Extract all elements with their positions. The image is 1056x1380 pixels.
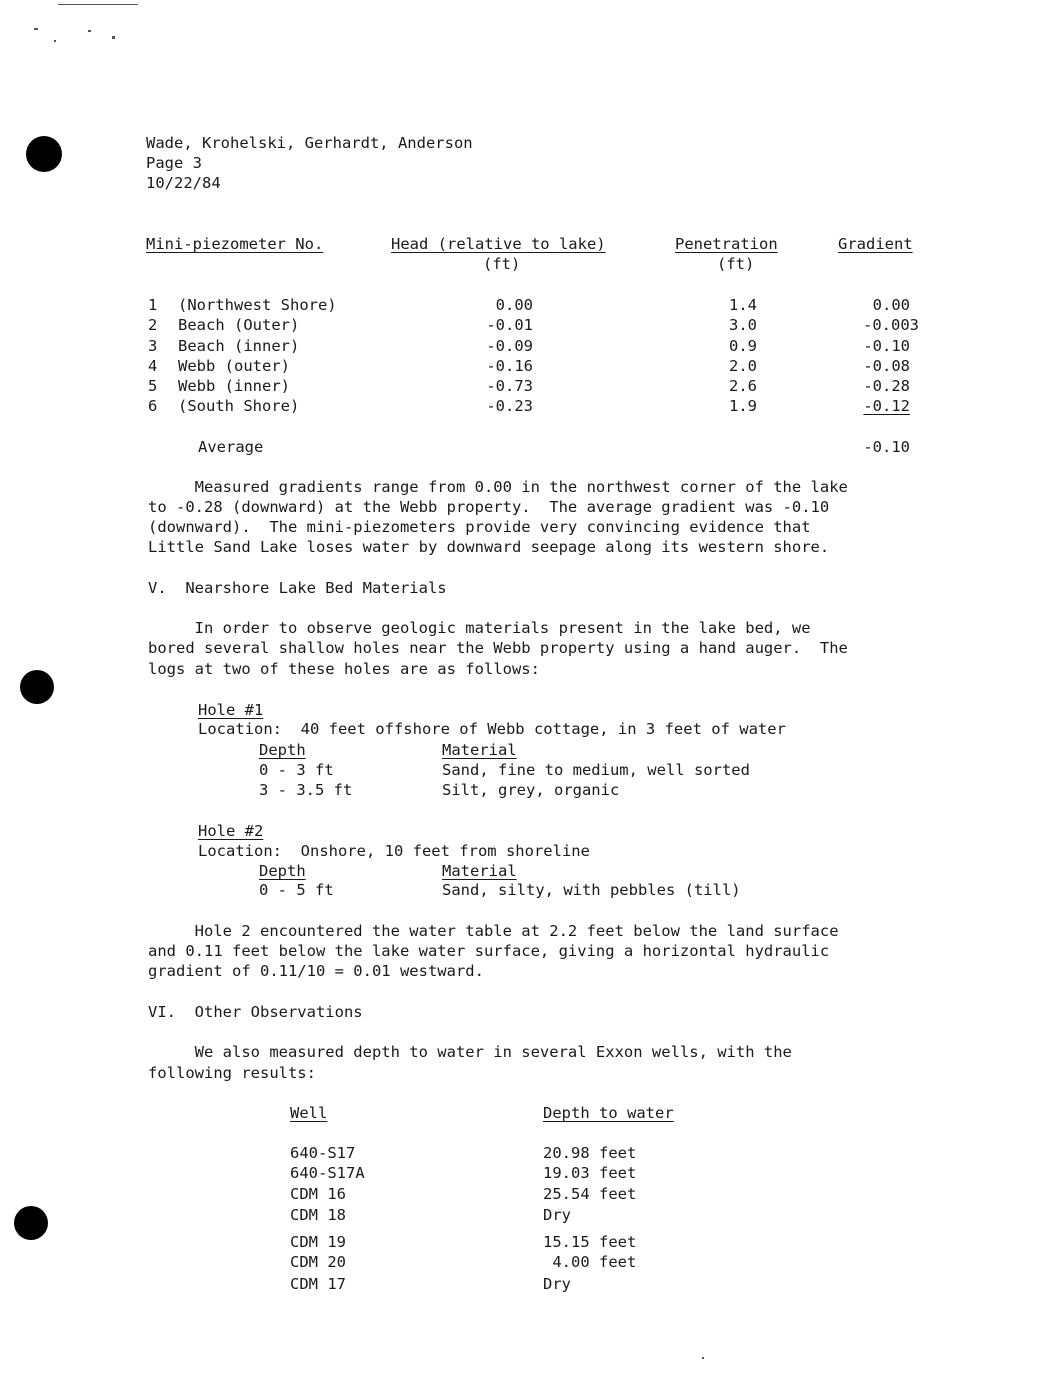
row-number: 3 (148, 337, 158, 355)
row-penetration: 1.4 (729, 296, 757, 314)
well-id: CDM 19 (290, 1233, 346, 1251)
col-header-gradient: Gradient (838, 235, 913, 253)
scan-mark (702, 1357, 704, 1359)
row-number: 6 (148, 397, 158, 415)
depth-value: 0 - 3 ft (259, 761, 334, 779)
punch-hole-middle (20, 670, 54, 704)
col-header-penetration: Penetration (675, 235, 778, 253)
row-location: Beach (Outer) (178, 316, 300, 334)
col-header-head: Head (relative to lake) (391, 235, 606, 253)
text-line: to -0.28 (downward) at the Webb property. The average gradient was -0.10 (148, 498, 830, 516)
row-head: 0.00 (495, 296, 533, 314)
scan-mark (34, 28, 38, 30)
text-line: Measured gradients range from 0.00 in the northwest corner of the lake (148, 478, 848, 496)
row-number: 4 (148, 357, 158, 375)
text-line: Little Sand Lake loses water by downward seepage along its western shore. (148, 538, 830, 556)
material-value: Sand, silty, with pebbles (till) (442, 881, 741, 899)
hole-location: Location: Onshore, 10 feet from shoreline (198, 842, 590, 860)
row-penetration: 2.0 (729, 357, 757, 375)
text-line: (downward). The mini-piezometers provide very convincing evidence that (148, 518, 811, 536)
scan-mark (54, 40, 56, 42)
header-names: Wade, Krohelski, Gerhardt, Anderson (146, 134, 473, 152)
well-id: 640-S17A (290, 1164, 365, 1182)
scan-mark (112, 36, 115, 39)
row-number: 1 (148, 296, 158, 314)
text-line: Hole 2 encountered the water table at 2.2 feet below the land surface (148, 922, 839, 940)
row-head: -0.73 (486, 377, 533, 395)
well-depth: 19.03 feet (543, 1164, 637, 1182)
header-date: 10/22/84 (146, 174, 221, 192)
row-head: -0.23 (486, 397, 533, 415)
text-line: and 0.11 feet below the lake water surface, giving a horizontal hydraulic (148, 942, 830, 960)
col-header-piezometer: Mini-piezometer No. (146, 235, 324, 253)
hole-title: Hole #2 (198, 822, 264, 840)
well-depth: 25.54 feet (543, 1185, 637, 1203)
well-id: CDM 16 (290, 1185, 346, 1203)
row-penetration: 3.0 (729, 316, 757, 334)
material-value: Silt, grey, organic (442, 781, 620, 799)
hole-title: Hole #1 (198, 701, 264, 719)
row-gradient: -0.10 (863, 337, 910, 355)
text-line: In order to observe geologic materials present in the lake bed, we (148, 619, 811, 637)
row-location: Webb (inner) (178, 377, 290, 395)
row-location: Beach (inner) (178, 337, 300, 355)
section-heading-vi: VI. Other Observations (148, 1003, 363, 1021)
row-number: 2 (148, 316, 158, 334)
punch-hole-bottom (14, 1206, 48, 1240)
material-header: Material (442, 741, 517, 759)
row-gradient: 0.00 (872, 296, 910, 314)
col-header-penetration-unit: (ft) (717, 255, 755, 273)
text-line: logs at two of these holes are as follows: (148, 660, 540, 678)
depth-header: Depth (259, 741, 306, 759)
average-label: Average (198, 438, 264, 456)
well-depth: 15.15 feet (543, 1233, 637, 1251)
well-id: CDM 18 (290, 1206, 346, 1224)
well-depth: Dry (543, 1206, 571, 1224)
depth-value: 3 - 3.5 ft (259, 781, 353, 799)
row-penetration: 1.9 (729, 397, 757, 415)
depth-header: Depth (259, 862, 306, 880)
col-header-head-unit: (ft) (483, 255, 521, 273)
scan-mark (58, 4, 138, 5)
row-gradient: -0.003 (863, 316, 919, 334)
row-location: (South Shore) (178, 397, 300, 415)
well-id: CDM 20 (290, 1253, 346, 1271)
well-depth: 4.00 feet (543, 1253, 637, 1271)
section-heading-v: V. Nearshore Lake Bed Materials (148, 579, 447, 597)
depth-to-water-column-header: Depth to water (543, 1104, 674, 1122)
row-gradient: -0.12 (863, 397, 910, 415)
average-value: -0.10 (863, 438, 910, 456)
row-penetration: 2.6 (729, 377, 757, 395)
depth-value: 0 - 5 ft (259, 881, 334, 899)
well-depth: Dry (543, 1275, 571, 1293)
hole-location: Location: 40 feet offshore of Webb cottage, in 3 feet of water (198, 720, 786, 738)
well-column-header: Well (290, 1104, 328, 1122)
row-head: -0.09 (486, 337, 533, 355)
text-line: gradient of 0.11/10 = 0.01 westward. (148, 962, 484, 980)
material-value: Sand, fine to medium, well sorted (442, 761, 750, 779)
row-gradient: -0.28 (863, 377, 910, 395)
row-penetration: 0.9 (729, 337, 757, 355)
well-id: CDM 17 (290, 1275, 346, 1293)
row-location: (Northwest Shore) (178, 296, 337, 314)
text-line: We also measured depth to water in several Exxon wells, with the (148, 1043, 792, 1061)
row-head: -0.16 (486, 357, 533, 375)
header-page: Page 3 (146, 154, 202, 172)
row-location: Webb (outer) (178, 357, 290, 375)
row-gradient: -0.08 (863, 357, 910, 375)
well-id: 640-S17 (290, 1144, 356, 1162)
text-line: following results: (148, 1064, 316, 1082)
row-head: -0.01 (486, 316, 533, 334)
row-number: 5 (148, 377, 158, 395)
scan-mark (88, 30, 91, 32)
material-header: Material (442, 862, 517, 880)
well-depth: 20.98 feet (543, 1144, 637, 1162)
punch-hole-top (26, 136, 62, 172)
text-line: bored several shallow holes near the Webb property using a hand auger. The (148, 639, 848, 657)
